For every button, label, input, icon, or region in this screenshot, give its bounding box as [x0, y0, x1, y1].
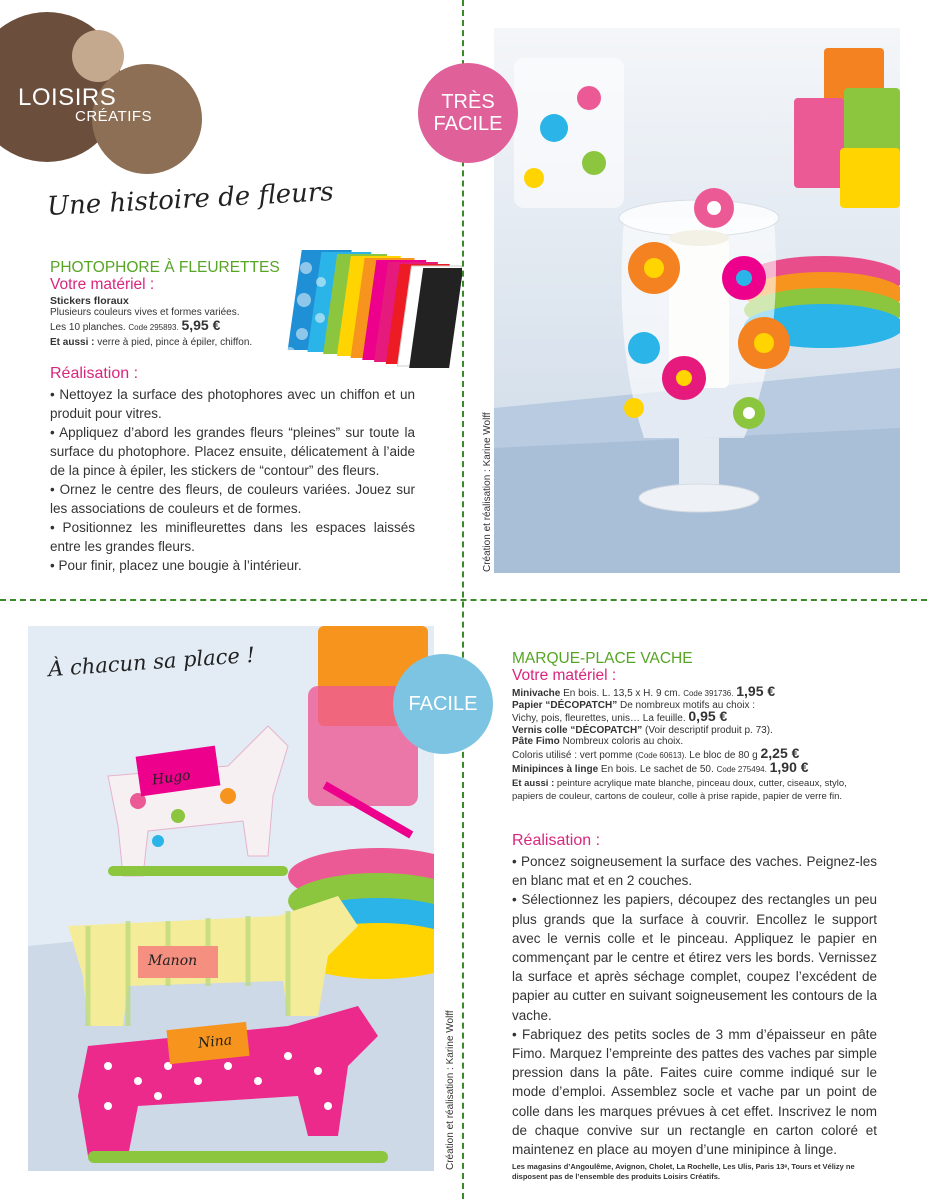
item-desc2-top: Les 10 planches. — [50, 322, 126, 333]
also-text-top: verre à pied, pince à épiler, chiffon. — [97, 337, 253, 348]
also-line-top — [50, 337, 252, 349]
item-price-top: 5,95 € — [181, 317, 221, 333]
also-text-bottom: peinture acrylique mate blanche, pinceau doux, cutter, ciseaux, stylo, papiers de couleur, cartons de couleur, colle à prise rapide, papier de verre fin. — [512, 778, 847, 802]
photo-credit-bottom: Création et réalisation : Karine Wolff — [445, 1010, 456, 1170]
card-name-1: Hugo — [151, 767, 192, 789]
material-row: Papier “DÉCOPATCH” De nombreux motifs au choix : — [512, 699, 756, 711]
materials-heading-bottom: Votre matériel : — [512, 667, 617, 684]
step-item: • Fabriquez des petits socles de 3 mm d’épaisseur en pâte Fimo. Marquez l’empreinte des pattes des vaches par simple pression dans la pâte. Faites cuire comme indiqué sur le mode d’emploi. Assemblez socle et vache par un point de colle dans les marques prévues à cet effet. Inscrivez le nom de chaque convive sur un rectangle en carton coloré et maintenez en place au moyen d’une minipince à linge. — [512, 1026, 877, 1158]
step-item: • Sélectionnez les papiers, découpez des rectangles un peu plus grands que la surface à couvrir. Encollez le support avec le vernis colle et le pinceau. Appliquez le papier en commençant par le centre et étirez vers les bords. Vernissez la surface et après séchage complet, coupez l’excédent de papier au cutter en suivant soigneusement les contours de la vache. — [512, 892, 877, 1023]
logo-text-line2: CRÉATIFS — [75, 108, 153, 125]
card-name-2: Manon — [148, 953, 198, 969]
cow-placecard-photo — [28, 626, 434, 1171]
photo-credit-top: Création et réalisation : Karine Wolff — [482, 412, 493, 572]
horizontal-cut-line — [0, 599, 927, 601]
also-line-bottom — [512, 778, 857, 803]
realisation-heading-top: Réalisation : — [50, 365, 139, 382]
materials-heading-top: Votre matériel : — [50, 276, 155, 293]
logo-text-line1: LOISIRS — [18, 84, 117, 111]
step-item: • Ornez le centre des fleurs, de couleurs variées. Jouez sur les associations de couleurs et de formes. — [50, 482, 415, 516]
item-code-top: Code 295893. — [128, 323, 179, 332]
step-item: • Positionnez les minifleurettes dans les espaces laissés entre les grandes fleurs. — [50, 520, 415, 554]
item-name-top: Stickers floraux — [50, 295, 129, 307]
badge-line2: FACILE — [433, 113, 503, 135]
project-title-top: PHOTOPHORE À FLEURETTES — [50, 259, 280, 276]
material-row: Vichy, pois, fleurettes, unis… La feuille. 0,95 € — [512, 708, 728, 725]
step-item: • Nettoyez la surface des photophores avec un chiffon et un produit pour vitres. — [50, 387, 415, 421]
material-row: Minivache En bois. L. 13,5 x H. 9 cm. Code 391736. 1,95 € — [512, 683, 776, 699]
step-item: • Pour finir, placez une bougie à l’intérieur. — [50, 558, 302, 573]
handwritten-title-top: Une histoire de fleurs — [46, 177, 335, 222]
handwritten-title-bottom: À chacun sa place ! — [47, 642, 256, 682]
step-item: • Poncez soigneusement la surface des vaches. Peignez-les en blanc mat et en 2 couches. — [512, 854, 877, 889]
material-row: Coloris utilisé : vert pomme (Code 60613). Le bloc de 80 g 2,25 € — [512, 744, 800, 761]
item-price-line-top — [50, 319, 220, 334]
also-label-top: Et aussi : — [50, 337, 95, 348]
realisation-heading-bottom: Réalisation : — [512, 832, 601, 849]
photophore-photo — [494, 28, 900, 573]
sticker-sheets-image — [276, 248, 462, 370]
badge-label: FACILE — [408, 693, 478, 715]
also-label-bottom: Et aussi : — [512, 778, 555, 789]
difficulty-badge-bottom — [393, 654, 493, 754]
material-row: Vernis colle “DÉCOPATCH” (Voir descriptif produit p. 73). — [512, 724, 773, 736]
footnote: Les magasins d’Angoulême, Avignon, Cholet, La Rochelle, Les Ulis, Paris 13ᵉ, Tours et Vélizy ne disposent pas de l’ensemble des produits Loisirs Créatifs. — [512, 1162, 855, 1181]
step-item: • Appliquez d’abord les grandes fleurs “pleines” sur toute la surface du photophore. Placez ensuite, délicatement à l’aide de la pince à épiler, les stickers de “contour” des fleurs. — [50, 425, 415, 478]
project-title-bottom: MARQUE-PLACE VACHE — [512, 650, 693, 667]
materials-list-bottom — [512, 683, 892, 775]
card-name-3: Nina — [197, 1032, 233, 1052]
difficulty-badge-top — [418, 63, 518, 163]
item-desc1-top: Plusieurs couleurs vives et formes variées. — [50, 307, 240, 318]
badge-line1: TRÈS — [441, 91, 495, 113]
material-row: Pâte Fimo Nombreux coloris au choix. — [512, 736, 684, 748]
steps-top — [50, 385, 415, 575]
steps-bottom — [512, 852, 877, 1159]
material-row: Minipinces à linge En bois. Le sachet de 50. Code 275494. 1,90 € — [512, 758, 809, 775]
